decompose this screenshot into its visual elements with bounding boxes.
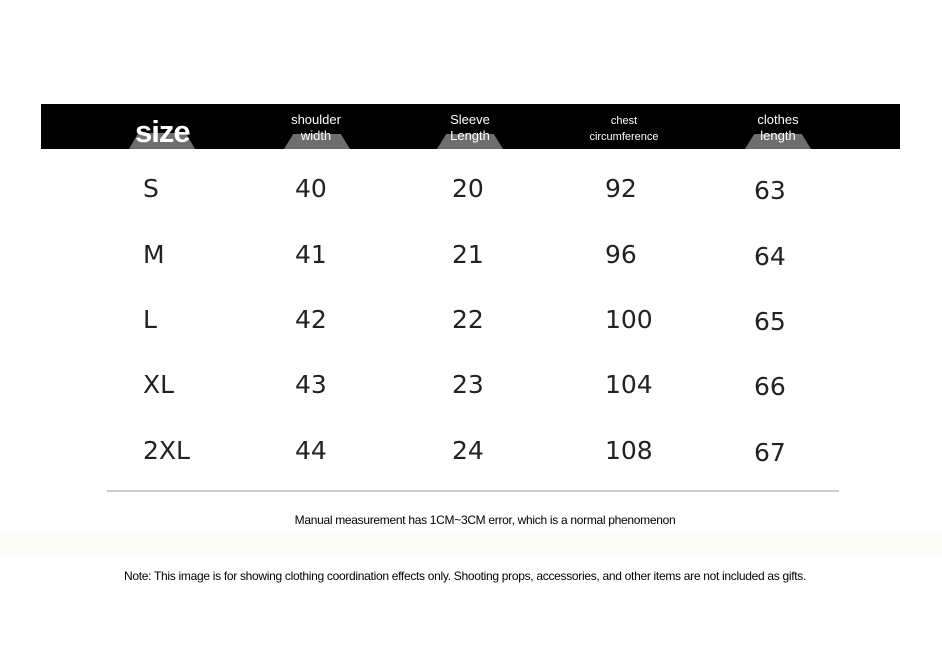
- size-cell: S: [143, 174, 159, 203]
- length-cell: 67: [754, 438, 786, 467]
- size-cell: 2XL: [143, 436, 190, 465]
- chest-cell: 96: [605, 240, 637, 269]
- table-divider: [107, 490, 839, 492]
- shoulder-cell: 44: [295, 436, 327, 465]
- length-cell: 64: [754, 242, 786, 271]
- chest-cell: 108: [605, 436, 653, 465]
- shoulder-header-line2: width: [300, 128, 332, 143]
- table-header: [41, 104, 900, 149]
- clothes-header-line1: clothes: [757, 112, 799, 127]
- size-header: size: [135, 114, 190, 149]
- chest-cell: 104: [605, 370, 653, 399]
- table-row: [0, 174, 942, 214]
- chest-cell: 100: [605, 305, 653, 334]
- length-cell: 66: [754, 372, 786, 401]
- shoulder-cell: 40: [295, 174, 327, 203]
- chest-cell: 92: [605, 174, 637, 203]
- disclaimer-note: Note: This image is for showing clothing coordination effects only. Shooting props, accessories, and other items are not included as gifts.: [124, 569, 807, 583]
- size-cell: L: [143, 305, 157, 334]
- length-cell: 63: [754, 176, 786, 205]
- sleeve-cell: 23: [452, 370, 484, 399]
- shoulder-cell: 41: [295, 240, 327, 269]
- length-cell: 65: [754, 307, 786, 336]
- sleeve-header-line1: Sleeve: [450, 112, 490, 127]
- sleeve-header-line2: Length: [450, 128, 490, 143]
- clothes-header: [713, 112, 843, 144]
- sleeve-header: [405, 112, 535, 144]
- table-row: [0, 240, 942, 280]
- clothes-header-line2: length: [760, 128, 796, 143]
- table-row: [0, 370, 942, 410]
- table-row: [0, 305, 942, 345]
- shoulder-header-line1: shoulder: [291, 112, 341, 127]
- sleeve-cell: 24: [452, 436, 484, 465]
- chest-header: [559, 113, 689, 145]
- table-row: [0, 436, 942, 476]
- shoulder-cell: 42: [295, 305, 327, 334]
- size-cell: XL: [143, 370, 175, 399]
- shoulder-header: [251, 112, 381, 144]
- sleeve-cell: 21: [452, 240, 484, 269]
- size-cell: M: [143, 240, 165, 269]
- measurement-note: Manual measurement has 1CM~3CM error, which is a normal phenomenon: [294, 513, 676, 527]
- sleeve-cell: 22: [452, 305, 484, 334]
- chest-header-line2: circumference: [589, 131, 659, 143]
- shoulder-cell: 43: [295, 370, 327, 399]
- background-band: [0, 533, 942, 555]
- sleeve-cell: 20: [452, 174, 484, 203]
- chest-header-line1: chest: [610, 115, 638, 127]
